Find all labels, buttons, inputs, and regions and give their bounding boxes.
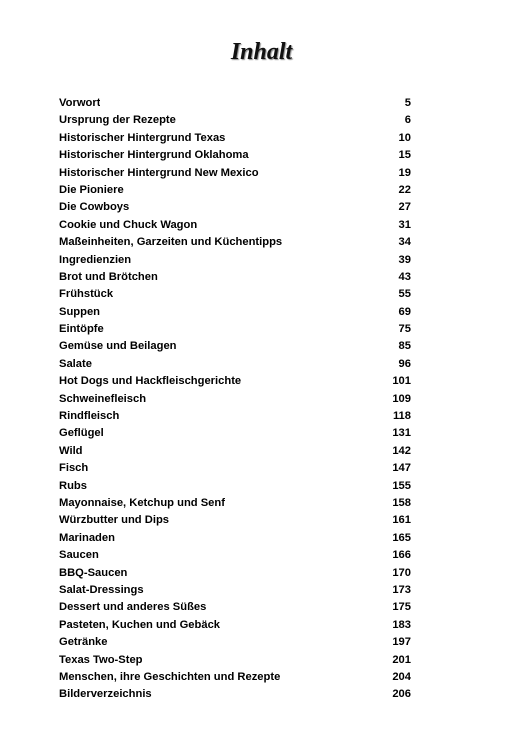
toc-entry-label: Texas Two-Step <box>59 653 143 666</box>
toc-entry-label: Vorwort <box>59 97 101 109</box>
toc-entry-label: Brot und Brötchen <box>59 270 158 283</box>
toc-entry-label: Bilderverzeichnis <box>59 688 152 701</box>
toc-entry <box>59 530 411 547</box>
toc-entry-page-number: 147 <box>392 462 411 475</box>
toc-entry <box>59 582 411 599</box>
toc-entry-page-number: 75 <box>398 323 411 336</box>
toc-entry <box>59 252 411 269</box>
toc-entry <box>59 95 411 112</box>
toc-entry-page-number: 19 <box>398 166 411 179</box>
toc-entry-page-number: 197 <box>392 636 411 649</box>
toc-entry-page-number: 109 <box>392 392 411 405</box>
toc-entry-page-number: 206 <box>392 688 411 701</box>
toc-entry-page-number: 5 <box>404 97 411 109</box>
toc-entry-page-number: 118 <box>392 410 411 423</box>
toc-entry-label: Würzbutter und Dips <box>59 514 169 527</box>
toc-entry-label: Pasteten, Kuchen und Gebäck <box>59 618 221 631</box>
toc-entry <box>59 199 411 216</box>
toc-entry-page-number: 158 <box>392 496 411 509</box>
toc-entry-page-number: 27 <box>398 201 411 214</box>
toc-entry <box>59 617 411 634</box>
toc-entry-label: Ingredienzien <box>59 253 132 266</box>
toc-entry-page-number: 22 <box>398 183 411 196</box>
toc-entry-label: BBQ-Saucen <box>59 566 128 579</box>
toc-entry-label: Geflügel <box>59 427 104 440</box>
toc-entry <box>59 112 411 129</box>
toc-entry <box>59 130 411 147</box>
toc-entry <box>59 147 411 164</box>
toc-entry-label: Marinaden <box>59 531 115 544</box>
toc-entry <box>59 165 411 182</box>
toc-entry-label: Frühstück <box>59 288 114 301</box>
toc-entry <box>59 373 411 390</box>
toc-entry-page-number: 175 <box>392 601 411 614</box>
toc-entry-page-number: 170 <box>392 566 411 579</box>
toc-entry-page-number: 161 <box>392 514 411 527</box>
toc-entry <box>59 182 411 199</box>
toc-entry-page-number: 101 <box>392 375 411 388</box>
toc-entry <box>59 269 411 286</box>
toc-entry-page-number: 131 <box>392 427 411 440</box>
page-title: Inhalt <box>230 39 293 65</box>
toc-entry-label: Fisch <box>59 462 89 475</box>
toc-entry-page-number: 155 <box>392 479 411 492</box>
toc-entry-label: Cookie und Chuck Wagon <box>59 218 198 231</box>
toc-entry-page-number: 34 <box>398 236 411 249</box>
toc-entry-label: Saucen <box>59 549 99 562</box>
toc-entry-label: Menschen, ihre Geschichten und Rezepte <box>59 670 281 683</box>
toc-entry-label: Die Pioniere <box>59 183 124 196</box>
toc-entry <box>59 669 411 686</box>
toc-entry-label: Rubs <box>59 479 87 492</box>
toc-entry <box>59 234 411 251</box>
toc-entry <box>59 634 411 651</box>
toc-entry <box>59 321 411 338</box>
toc-entry <box>59 547 411 564</box>
toc-entry-page-number: 43 <box>398 270 411 283</box>
toc-entry-label: Historischer Hintergrund New Mexico <box>59 166 259 179</box>
toc-entry-page-number: 173 <box>392 583 411 596</box>
toc-entry <box>59 443 411 460</box>
toc-entry <box>59 599 411 616</box>
toc-entry <box>59 495 411 512</box>
toc-entry-label: Suppen <box>59 305 101 318</box>
toc-entry-label: Getränke <box>59 636 108 649</box>
toc-entry <box>59 652 411 669</box>
toc-entry-label: Salate <box>59 357 92 370</box>
toc-entry-page-number: 201 <box>392 653 411 666</box>
toc-entry-page-number: 96 <box>398 357 411 370</box>
toc-entry-label: Mayonnaise, Ketchup und Senf <box>59 496 225 509</box>
toc-entry-page-number: 15 <box>398 149 411 162</box>
toc-entry <box>59 356 411 373</box>
toc-entry-label: Rindfleisch <box>59 410 120 423</box>
toc-entry <box>59 460 411 477</box>
toc-entry-page-number: 6 <box>404 114 411 127</box>
toc-entry-label: Dessert und anderes Süßes <box>59 601 207 614</box>
toc-entry-page-number: 142 <box>392 444 411 457</box>
toc-entry-page-number: 166 <box>392 549 411 562</box>
toc-entry <box>59 217 411 234</box>
toc-entry-label: Maßeinheiten, Garzeiten und Küchentipps <box>59 236 283 249</box>
toc-entry <box>59 408 411 425</box>
toc-entry-label: Schweinefleisch <box>59 392 147 405</box>
table-of-contents <box>59 95 411 704</box>
toc-entry-page-number: 10 <box>398 131 411 144</box>
toc-entry-page-number: 183 <box>392 618 411 631</box>
toc-entry-label: Historischer Hintergrund Oklahoma <box>59 149 249 162</box>
toc-entry-page-number: 69 <box>398 305 411 318</box>
toc-entry-page-number: 165 <box>392 531 411 544</box>
toc-entry <box>59 478 411 495</box>
toc-entry <box>59 286 411 303</box>
toc-entry-label: Die Cowboys <box>59 201 130 214</box>
toc-entry-label: Eintöpfe <box>59 323 104 336</box>
toc-entry-label: Ursprung der Rezepte <box>59 114 176 127</box>
toc-entry-page-number: 55 <box>398 288 411 301</box>
toc-entry-page-number: 39 <box>398 253 411 266</box>
toc-entry <box>59 565 411 582</box>
toc-entry <box>59 686 411 703</box>
toc-entry <box>59 338 411 355</box>
toc-entry-page-number: 204 <box>392 670 411 683</box>
toc-entry <box>59 512 411 529</box>
toc-entry <box>59 304 411 321</box>
toc-entry-label: Hot Dogs und Hackfleischgerichte <box>59 375 242 388</box>
toc-entry-label: Wild <box>59 444 83 457</box>
toc-entry-page-number: 31 <box>398 218 411 231</box>
toc-entry-label: Salat-Dressings <box>59 583 144 596</box>
toc-entry <box>59 391 411 408</box>
toc-entry-label: Gemüse und Beilagen <box>59 340 177 353</box>
toc-entry-label: Historischer Hintergrund Texas <box>59 131 226 144</box>
toc-entry <box>59 425 411 442</box>
toc-entry-page-number: 85 <box>398 340 411 353</box>
